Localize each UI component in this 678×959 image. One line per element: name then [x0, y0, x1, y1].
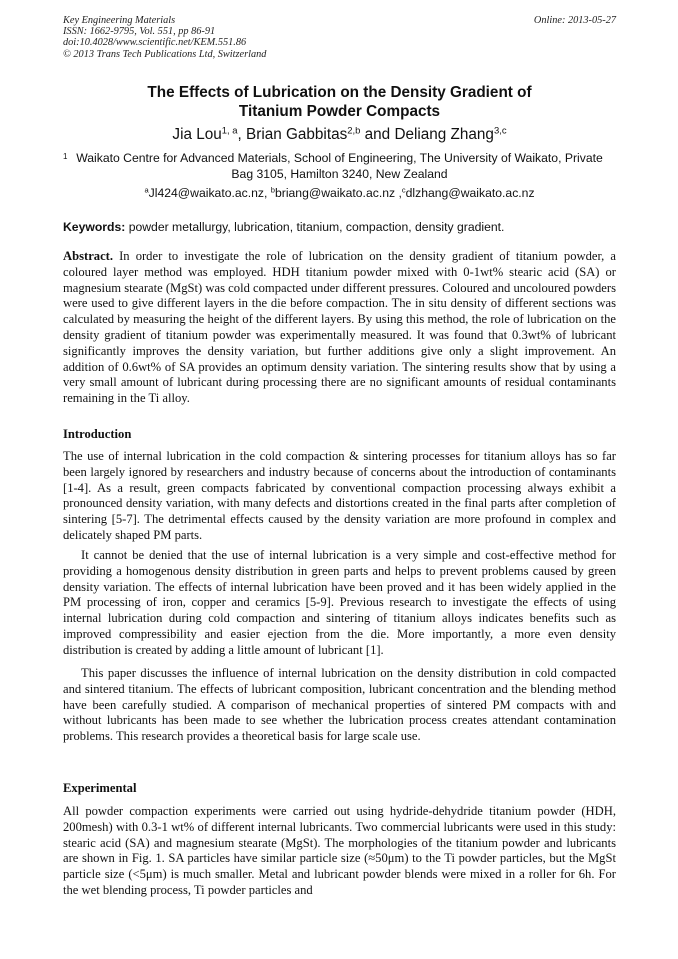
section-heading-experimental: Experimental: [63, 781, 137, 795]
email-address[interactable]: briang@waikato.ac.nz ,: [274, 186, 402, 200]
intro-paragraph-3: This paper discusses the influence of internal lubrication on the density distribution in cold compacted and sintered titanium. The effects of lubricant composition, lubricant concentration and the blending method have been carefully studied. A comparison of mechanical properties of sintered PM compacts with and without lubricants has been made to see whether the lubrication process creates attendant contamination problems. This research provides a theoretical basis for large scale use.: [63, 666, 616, 744]
abstract: [63, 249, 616, 407]
journal-name: Key Engineering Materials: [63, 15, 176, 26]
title-line-2: Titanium Powder Compacts: [238, 103, 441, 120]
email-mark: b: [270, 185, 275, 195]
keywords: [63, 220, 616, 235]
email-address[interactable]: Jl424@waikato.ac.nz,: [148, 186, 271, 200]
keywords-text: powder metallurgy, lubrication, titanium, compaction, density gradient.: [125, 220, 505, 234]
title-line-1: The Effects of Lubrication on the Density Gradient of: [147, 84, 532, 101]
author-name: Jia Lou: [172, 126, 222, 143]
intro-paragraph-2: It cannot be denied that the use of internal lubrication is a very simple and cost-effective method for providing a homogenous density distribution in green parts and helps to prevent problems caused by green density variation. The effects of internal lubrication have been proved and it has been widely applied in the PM processing of iron, copper and ceramics [5-9]. Previous research to investigate the effects of using internal lubrication during cold compaction and sintering of titanium alloys indicates benefits such as improved compressibility and easier ejection from the die. More importantly, a more even density distribution is created by adding a little amount of lubricant [1].: [63, 548, 616, 657]
online-date: Online: 2013-05-27: [533, 15, 616, 26]
author-name: Brian Gabbitas: [246, 126, 348, 143]
author-separator: ,: [237, 126, 247, 143]
abstract-label: Abstract.: [63, 249, 114, 263]
issn-line: ISSN: 1662-9795, Vol. 551, pp 86-91: [63, 26, 216, 38]
section-heading-introduction: Introduction: [63, 427, 132, 441]
affiliation: [63, 151, 616, 182]
paper-title: [63, 83, 616, 121]
keywords-label: Keywords:: [63, 220, 126, 234]
intro-paragraph-1: The use of internal lubrication in the cold compaction & sintering processes for titanium alloys has so far been largely ignored by researchers and industry because of concerns about the introduction of contaminants [1-4]. As a result, green compacts fabricated by conventional compaction processing always exhibit a pronounced density variation, with many defects and distortions created in the final parts after completion of sintering [5-7]. The detrimental effects caused by the density variation are more profound in complex and delicately shaped PM parts.: [63, 449, 616, 542]
affiliation-line-1: Waikato Centre for Advanced Materials, School of Engineering, The University of Waikato, Private: [76, 151, 603, 165]
doi-line: doi:10.4028/www.scientific.net/KEM.551.86: [63, 37, 247, 49]
author-affil-mark: 2,b: [347, 125, 361, 137]
affiliation-line-2: Bag 3105, Hamilton 3240, New Zealand: [231, 166, 448, 181]
author-affil-mark: 1, a: [221, 125, 238, 137]
author-emails: [63, 186, 616, 201]
copyright-line: © 2013 Trans Tech Publications Ltd, Switzerland: [63, 48, 267, 60]
email-address[interactable]: dlzhang@waikato.ac.nz: [405, 186, 535, 200]
author-name: Deliang Zhang: [394, 126, 494, 143]
author-list: [63, 125, 616, 144]
abstract-text: In order to investigate the role of lubrication on the density gradient of titanium powder, a coloured layer method was employed. HDH titanium powder mixed with 0-1wt% stearic acid (SA) or magnesium stearate (MgSt) was cold compacted under different pressures. Coloured and uncoloured powders were used to give different layers in the die before compaction. The in situ density of different sections was calculated by measuring the height of the different layers. By using this method, the role of lubrication on the density gradient of titanium powder was experimentally measured. It was found that 0.3wt% of lubricant significantly improves the density variation, but further additions give only a slight improvement. An addition of 0.6wt% of SA provides an optimum density variation. The sintering results show that by using a very small amount of lubricant during processing there are no significant amounts of residual contaminants remaining in the Ti alloy.: [63, 249, 616, 406]
author-affil-mark: 3,c: [493, 125, 507, 137]
email-mark: a: [144, 185, 149, 195]
email-mark: c: [401, 185, 406, 195]
author-separator: and: [360, 126, 395, 143]
journal-header: [63, 15, 616, 60]
affiliation-number: 1: [63, 152, 68, 161]
experimental-paragraph-1: All powder compaction experiments were carried out using hydride-dehydride titanium powder (HDH, 200mesh) with 0.3-1 wt% of different internal lubricants. Two commercial lubricants were used in this study: stearic acid (SA) and magnesium stearate (MgSt). The morphologies of the titanium powder and lubricants are shown in Fig. 1. SA particles have similar particle size (≈50μm) to the Ti powder particles, but the MgSt particle size (<5μm) is much smaller. Metal and lubricant powder blends were mixed in a roller for 6h. For the wet blending process, Ti powder particles and: [63, 804, 616, 897]
